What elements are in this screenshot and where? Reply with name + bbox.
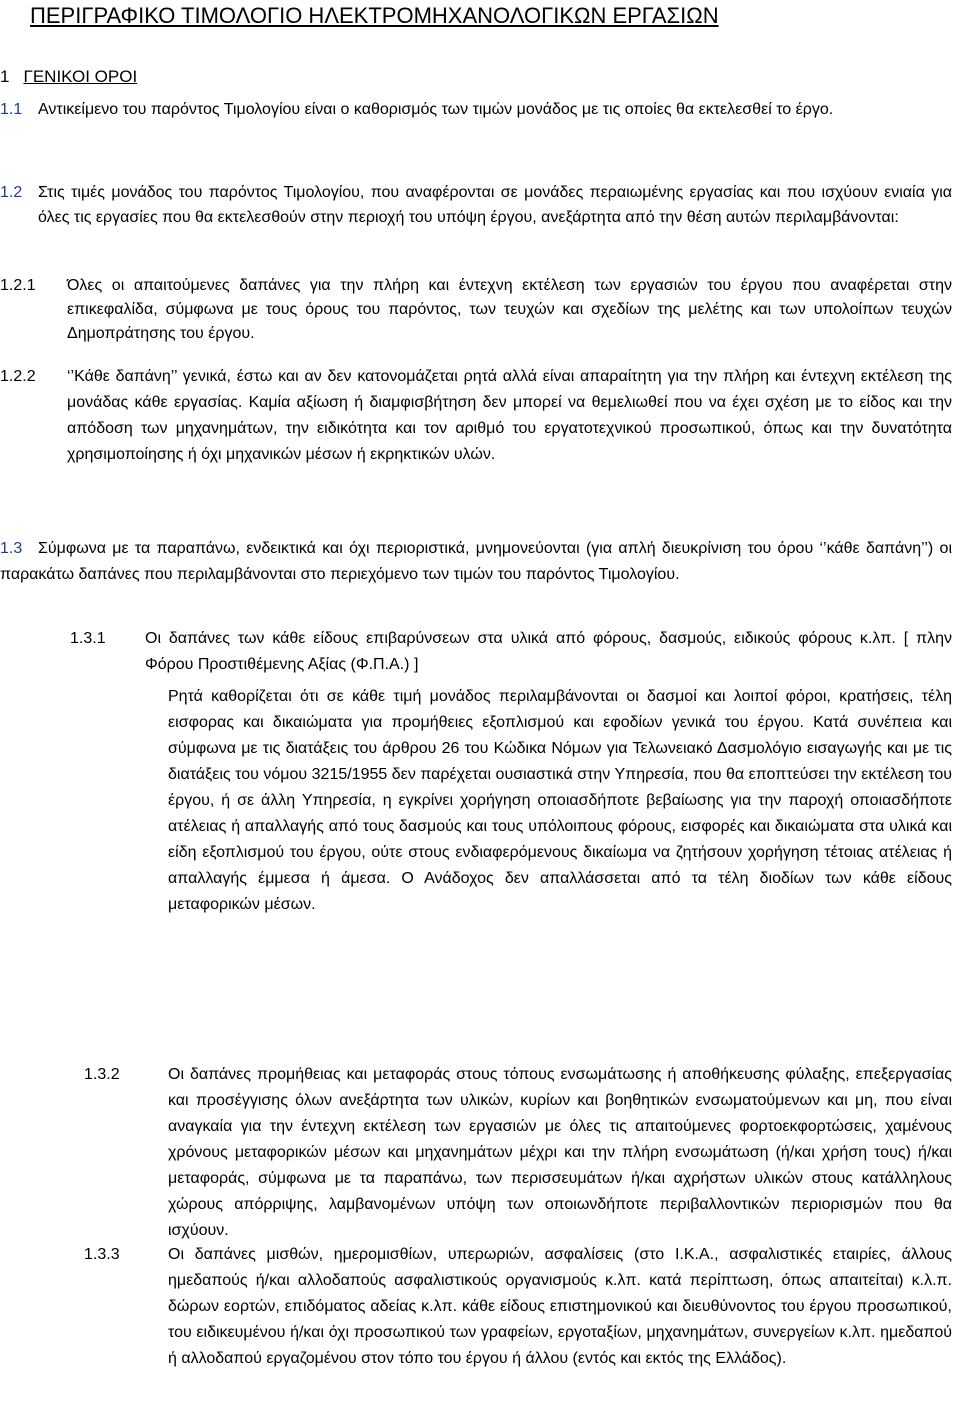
paragraph-1-3-2 [84, 1062, 952, 1244]
paragraph-text: Οι δαπάνες προμήθειας και μεταφοράς στους τόπους ενσωμάτωσης ή αποθήκευσης φύλαξης, επεξεργασίας και προσέγγισης όλων ανεξάρτητα των υλικών, κυρίων και βοηθητικών ενσωματούμενων και μη, που είναι αναγκαία για την έντεχνη εκτέλεση των εργασιών με όλες τις απαιτούμενες φορτοεκφορτώσεις, χαμένους χρόνους μεταφορικών μέσων και μηχανημάτων μέχρι και την πλήρη ενσωμάτωση (ή/και χρήση τους) ή/και μεταφοράς, σύμφωνα με τα παραπάνω, των περισσευμάτων ή/και αχρήστων υλικών στους κατάλληλους χώρους απόρριψης, λαμβανομένων υπόψη των οποιωνδήποτε περιβαλλοντικών περιορισμών που θα ισχύουν. [168, 1066, 952, 1239]
paragraph-number: 1.3.2 [84, 1066, 120, 1083]
section-number: 1 [0, 67, 10, 86]
paragraph-1-3-1 [70, 626, 952, 678]
paragraph-number: 1.1 [0, 101, 23, 118]
paragraph-text: Αντικείμενο του παρόντος Τιμολογίου είναι ο καθορισμός των τιμών μονάδος με τις οποίες θα εκτελεσθεί το έργο. [38, 101, 834, 118]
paragraph-text: Στις τιμές μονάδος του παρόντος Τιμολογίου, που αναφέρονται σε μονάδες περαιωμένης εργασίας και που ισχύουν ενιαία για όλες τις εργασίες που θα εκτελεσθούν στην περιοχή του υπόψη έργου, ανεξάρτητα από την θέση αυτών περιλαμβάνονται: [38, 184, 952, 226]
paragraph-1-3-1-detail: Ρητά καθορίζεται ότι σε κάθε τιμή μονάδος περιλαμβάνονται οι δασμοί και λοιποί φόροι, κρατήσεις, τέλη εισφορας και δικαιώματα για προμήθειες εξοπλισμού και εφοδίων γενικά του έργου. Κατά συνέπεια και σύμφωνα με τις διατάξεις του άρθρου 26 του Κώδικα Νόμων για Τελωνειακό Δασμολόγιο εισαγωγής και με τις διατάξεις του νόμου 3215/1955 δεν παρέχεται ουσιαστικά στην Υπηρεσία, που θα εποπτεύσει την εκτέλεση του έργου, ή σε άλλη Υπηρεσία, η εγκρίνει χορήγηση οποιασδήποτε βεβαίωσης για την παροχή οποιασδήποτε ατέλειας ή απαλλαγής από τους δασμούς και τους υπόλοιπους φόρους, εισφορές και δικαιώματα στα υλικά και είδη εξοπλισμού του έργου, ούτε στους ενδιαφερόμενους δικαίωμα να ζητήσουν χορήγηση τέτοιας ατέλειας ή απαλλαγής έμμεσα ή άμεσα. Ο Ανάδοχος δεν απαλλάσσεται από τα τέλη διοδίων των κάθε είδους μεταφορικών μέσων. [168, 688, 952, 913]
paragraph-number: 1.3.3 [84, 1246, 120, 1263]
paragraph-text: Οι δαπάνες μισθών, ημερομισθίων, υπερωριών, ασφαλίσεις (στο Ι.Κ.Α., ασφαλιστικές εταιρίες, άλλους ημεδαπούς ή/και αλλοδαπούς ασφαλιστικούς οργανισμούς κ.λπ. κατά περίπτωση, όπως απαιτείται) κ.λ.π. δώρων εορτών, επιδόματος αδείας κ.λπ. κάθε είδους επιστημονικού και διευθύνοντος του έργου προσωπικού, του ειδικευμένου ή/και όχι προσωπικού των γραφείων, εργοταξίων, μηχανημάτων, συνεργείων κ.λπ. ημεδαπού ή αλλοδαπού εργαζομένου στον τόπο του έργου ή άλλου (εντός και εκτός της Ελλάδος). [168, 1246, 952, 1367]
paragraph-text: Οι δαπάνες των κάθε είδους επιβαρύνσεων στα υλικά από φόρους, δασμούς, ειδικούς φόρους κ.λπ. [ πλην Φόρου Προστιθέμενης Αξίας (Φ.Π.Α.) ] [145, 630, 952, 673]
paragraph-number: 1.2.2 [0, 368, 36, 385]
paragraph-1-1 [0, 97, 952, 122]
page-title: ΠΕΡΙΓΡΑΦΙΚΟ ΤΙΜΟΛΟΓΙΟ ΗΛΕΚΤΡΟΜΗΧΑΝΟΛΟΓΙΚΩΝ ΕΡΓΑΣΙΩΝ [30, 3, 719, 28]
paragraph-number: 1.2.1 [0, 277, 36, 294]
paragraph-text: ‘’Κάθε δαπάνη’’ γενικά, έστω και αν δεν κατονομάζεται ρητά αλλά είναι απαραίτητη για την πλήρη και έντεχνη εκτέλεση της μονάδας κάθε εργασίας. Καμία αξίωση ή διαμφισβήτηση δεν μπορεί να θεμελιωθεί που να έχει σχέση με το είδος και την απόδοση των μηχανημάτων, την ειδικότητα και τον αριθμό του εργατοτεχνικού προσωπικού, όπως και την δυνατότητα χρησιμοποίησης ή όχι μηχανικών μέσων ή εκρηκτικών υλών. [67, 368, 952, 463]
paragraph-1-2-1 [0, 274, 952, 346]
paragraph-1-2-2 [0, 364, 952, 468]
paragraph-number: 1.3 [0, 540, 23, 557]
section-heading-general-terms [0, 64, 137, 89]
paragraph-number: 1.2 [0, 184, 23, 201]
section-title: ΓΕΝΙΚΟΙ ΟΡΟΙ [23, 67, 138, 86]
paragraph-1-3-3 [84, 1242, 952, 1372]
paragraph-text: Όλες οι απαιτούμενες δαπάνες για την πλήρη και έντεχνη εκτέλεση των εργασιών του έργου που αναφέρεται στην επικεφαλίδα, σύμφωνα με τους όρους του παρόντος, των τευχών και σχεδίων της μελέτης και των υπολοίπων τευχών Δημοπράτησης του έργου. [67, 277, 952, 342]
paragraph-text: Σύμφωνα με τα παραπάνω, ενδεικτικά και όχι περιοριστικά, μνημονεύονται (για απλή διευκρίνιση του όρου ‘’κάθε δαπάνη’’) οι παρακάτω δαπάνες που περιλαμβάνονται στο περιεχόμενο των τιμών του παρόντος Τιμολογίου. [0, 540, 952, 583]
paragraph-number: 1.3.1 [70, 630, 106, 647]
paragraph-1-3 [0, 536, 952, 588]
paragraph-1-2 [0, 180, 952, 230]
